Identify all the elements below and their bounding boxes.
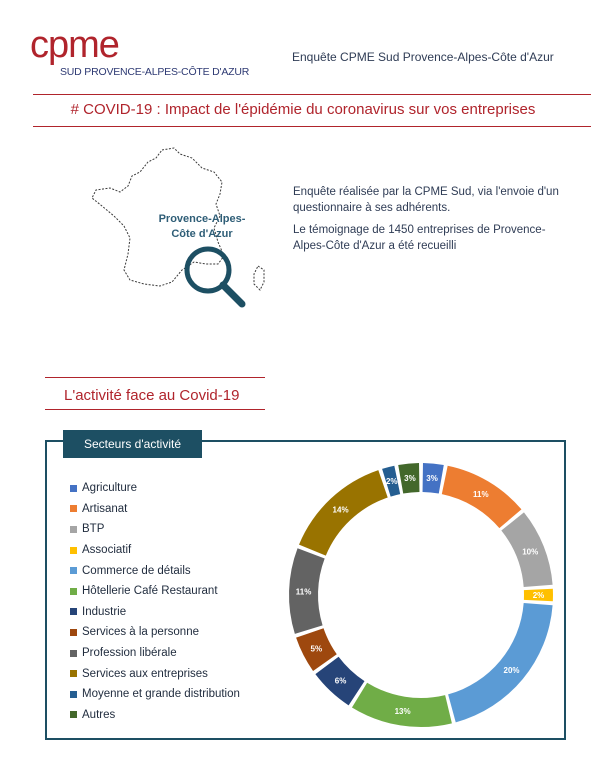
donut-slice xyxy=(352,683,452,727)
legend-item xyxy=(70,478,240,499)
section-bottom-rule xyxy=(45,409,265,410)
france-map xyxy=(84,146,284,311)
legend-label: Profession libérale xyxy=(82,647,177,660)
legend-item xyxy=(70,602,240,623)
chart-legend xyxy=(70,478,240,725)
region-label-line2: Côte d'Azur xyxy=(171,228,233,240)
survey-title: Enquête CPME Sud Provence-Alpes-Côte d'Azur xyxy=(292,50,554,64)
slice-label: 2% xyxy=(532,591,545,600)
intro-paragraph-1: Enquête réalisée par la CPME Sud, via l'envoie d'un questionnaire à ses adhérents. xyxy=(293,186,559,214)
title-bottom-rule xyxy=(33,126,591,127)
legend-item xyxy=(70,663,240,684)
legend-swatch xyxy=(70,588,77,595)
slice-label: 11% xyxy=(295,587,312,597)
legend-swatch xyxy=(70,547,77,554)
covid-title: # COVID-19 : Impact de l'épidémie du coronavirus sur vos entreprises xyxy=(70,101,536,118)
legend-swatch xyxy=(70,670,77,677)
legend-label: Associatif xyxy=(82,544,132,557)
legend-label: Industrie xyxy=(82,605,127,618)
logo-word-text: cpme xyxy=(30,24,119,66)
legend-item xyxy=(70,622,240,643)
slice-label: 11% xyxy=(473,489,489,499)
legend-swatch xyxy=(70,505,77,512)
slice-label: 2% xyxy=(385,477,398,487)
slice-label: 5% xyxy=(310,644,323,654)
legend-item xyxy=(70,499,240,520)
section-top-rule xyxy=(45,377,265,378)
section-title: L'activité face au Covid-19 xyxy=(64,387,240,404)
intro-paragraph-2: Le témoignage de 1450 entreprises de Provence-Alpes-Côte d'Azur a été recueilli xyxy=(293,224,546,252)
legend-label: Services aux entreprises xyxy=(82,667,208,680)
legend-label: Agriculture xyxy=(82,482,137,495)
legend-label: Autres xyxy=(82,708,116,721)
slice-label: 13% xyxy=(394,707,411,717)
slice-label: 6% xyxy=(334,676,347,686)
legend-swatch xyxy=(70,485,77,492)
magnifier-icon xyxy=(187,249,242,304)
panel-tab: Secteurs d'activité xyxy=(63,430,202,458)
slice-label: 3% xyxy=(426,474,438,484)
legend-swatch xyxy=(70,711,77,718)
region-label-line1: Provence-Alpes- xyxy=(158,213,246,225)
legend-label: Artisanat xyxy=(82,502,128,515)
slice-label: 14% xyxy=(332,505,349,515)
legend-item xyxy=(70,540,240,561)
legend-swatch xyxy=(70,691,77,698)
legend-swatch xyxy=(70,629,77,636)
legend-item xyxy=(70,581,240,602)
legend-item xyxy=(70,684,240,705)
donut-slice xyxy=(448,603,552,722)
slice-label: 3% xyxy=(404,474,416,484)
slice-label: 20% xyxy=(503,665,520,675)
legend-swatch xyxy=(70,650,77,657)
logo-subtitle: SUD PROVENCE-ALPES-CÔTE D'AZUR xyxy=(60,66,250,78)
legend-swatch xyxy=(70,526,77,533)
cpme-logo xyxy=(30,24,250,78)
legend-item xyxy=(70,643,240,664)
logo-wordmark xyxy=(30,26,230,64)
legend-swatch xyxy=(70,608,77,615)
title-top-rule xyxy=(33,94,591,95)
legend-swatch xyxy=(70,567,77,574)
legend-item xyxy=(70,560,240,581)
legend-item xyxy=(70,519,240,540)
legend-label: Services à la personne xyxy=(82,626,199,639)
legend-item xyxy=(70,705,240,726)
region-label xyxy=(144,212,260,242)
legend-label: Hôtellerie Café Restaurant xyxy=(82,585,218,598)
survey-intro xyxy=(293,184,563,254)
slice-label: 10% xyxy=(522,547,539,557)
sectors-donut-chart xyxy=(278,452,564,738)
legend-label: Commerce de détails xyxy=(82,564,191,577)
legend-label: BTP xyxy=(82,523,105,536)
legend-label: Moyenne et grande distribution xyxy=(82,688,240,701)
